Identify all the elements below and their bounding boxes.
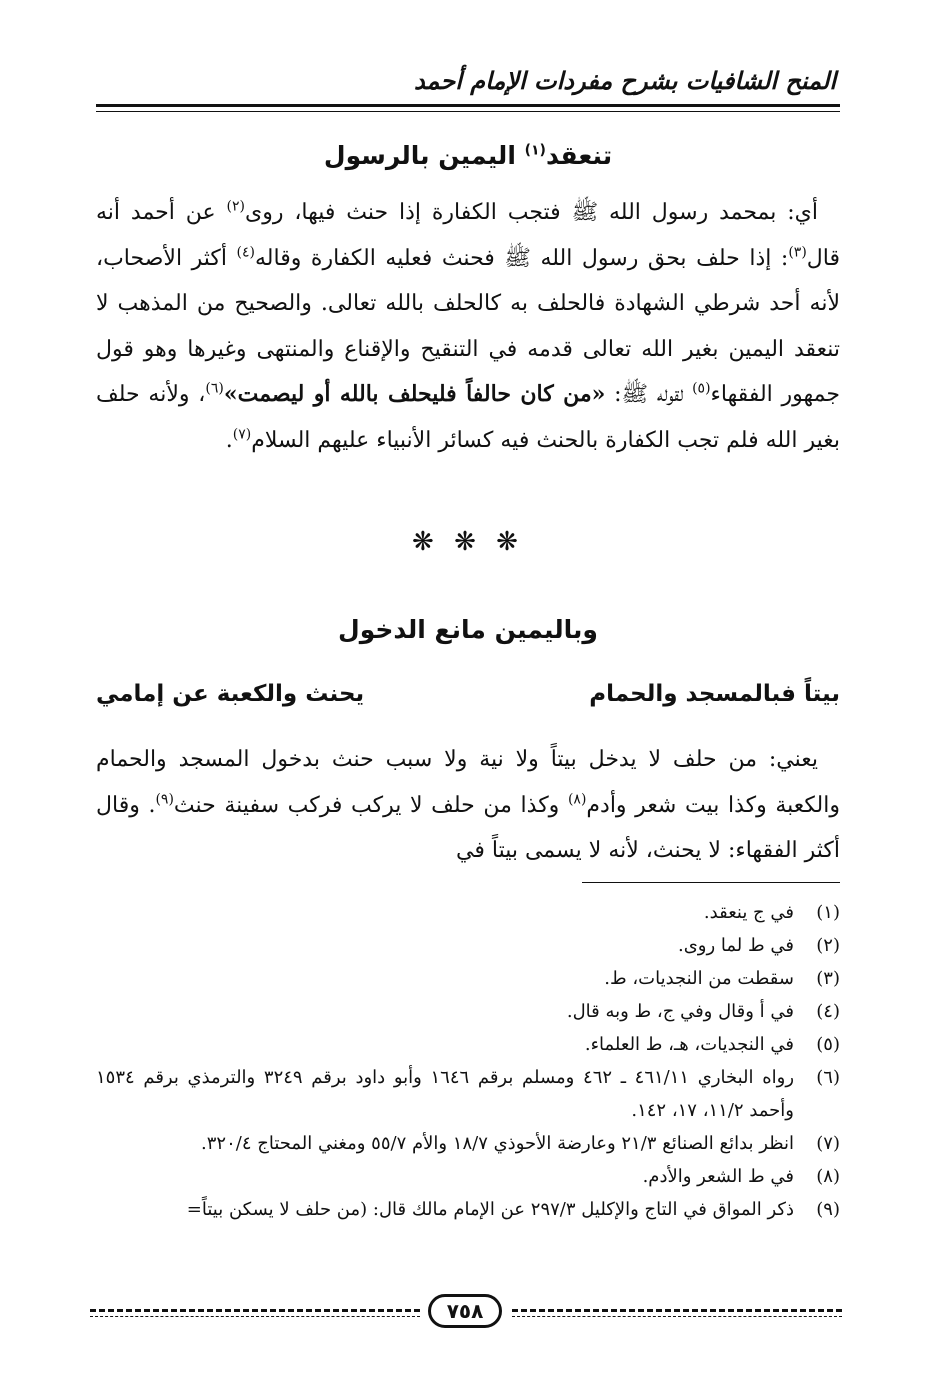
footnote-number: (٤) [816, 1001, 840, 1022]
paragraph-entering-house [96, 737, 840, 874]
footnote-text: سقطت من النجديات، ط. [604, 968, 794, 989]
footnote-separator [582, 882, 840, 883]
footnote-text: رواه البخاري ٤٦١/١١ ـ ٤٦٢ ومسلم برقم ١٦٤٦ وأبو داود برقم ٣٢٤٩ والترمذي برقم ١٥٣٤ وأحمد ١١/٢، ١٧، ١٤٢. [96, 1067, 795, 1121]
verse-first-hemistich: بيتاً فبالمسجد والحمام [589, 681, 840, 707]
footnote-number: (٦) [816, 1067, 840, 1088]
footnote-text: في النجديات، هـ، ط العلماء. [584, 1034, 794, 1055]
footnote-number: (٣) [816, 968, 840, 989]
footnote [96, 1028, 840, 1061]
section-separator: ❋ ❋ ❋ [412, 527, 524, 557]
footnote-ref: (٦) [205, 381, 224, 398]
footnote [96, 1061, 840, 1127]
footnote-text: انظر بدائع الصنائع ٢١/٣ وعارضة الأحوذي ١٨/٧ والأم ٥٥/٧ ومغني المحتاج ٣٢٠/٤. [201, 1133, 794, 1154]
footnote [96, 1193, 840, 1226]
footnote-text: في ج ينعقد. [703, 902, 794, 923]
footnote [96, 995, 840, 1028]
footnote-ref: (٩) [155, 791, 174, 808]
footnote [96, 896, 840, 929]
footnote-number: (٥) [816, 1034, 840, 1055]
page-number: ٧٥٨ [428, 1294, 502, 1328]
footnote-text: في ط لما روى. [678, 935, 794, 956]
footnote [96, 1127, 840, 1160]
footnote-number: (٨) [816, 1166, 840, 1187]
footnote [96, 929, 840, 962]
paragraph-text: يعني: من حلف لا يدخل بيتاً ولا نية ولا سبب حنث بدخول المسجد والحمام والكعبة وكذا بيت شعر وأدم [96, 747, 840, 818]
section-title-oath-by-prophet [96, 138, 840, 174]
header-rule [96, 104, 840, 107]
title-text: تنعقد [545, 141, 613, 170]
paragraph-text: ، ولأنه حلف بغير الله فلم تجب الكفارة بالحنث فيه كسائر الأنبياء عليهم السلام [96, 382, 840, 453]
running-head: المنح الشافيات بشرح مفردات الإمام أحمد [413, 66, 836, 95]
paragraph-text: أكثر الأصحاب، لأنه أحد شرطي الشهادة فالحلف به كالحلف بالله تعالى. والصحيح من المذهب لا تنعقد اليمين بغير الله تعالى قدمه في التنقيح والإقناع والمنتهى وغيرها وهو قول جمهور الفقهاء [96, 245, 840, 408]
hadith-quote: «من كان حالفاً فليحلف بالله أو ليصمت» [223, 381, 606, 408]
footnote-text: في ط الشعر والأدم. [642, 1166, 794, 1187]
verse-line [96, 674, 840, 714]
section-title-entering-house: وباليمين مانع الدخول [338, 615, 598, 644]
paragraph-text: عن أحمد أنه قال [96, 200, 841, 271]
paragraph-text: . [225, 427, 233, 453]
verse-second-hemistich: يحنث والكعبة عن إمامي [96, 681, 365, 707]
paragraph-text: . وقال أكثر الفقهاء: لا يحنث، لأنه لا يسمى بيتاً في [96, 792, 840, 864]
paragraph-text: أي: بمحمد رسول الله ﷺ فتجب الكفارة إذا حنث فيها، روى [244, 200, 818, 225]
footnote-ref: (٤) [236, 244, 256, 261]
footnote-number: (٩) [816, 1199, 840, 1220]
footnote-text: ذكر المواق في التاج والإكليل ٢٩٧/٣ عن الإمام مالك قال: (من حلف لا يسكن بيتاً= [186, 1199, 794, 1220]
paragraph-text: لقوله ﷺ: [605, 382, 693, 408]
footnote-ref: (١) [524, 142, 546, 159]
paragraph-oath-by-prophet [96, 190, 840, 464]
footnote-ref: (٣) [788, 244, 807, 261]
footnote-ref: (٥) [692, 381, 711, 398]
footnote-ref: (٢) [226, 198, 245, 215]
footer-dashed-rule [90, 1309, 420, 1312]
footnote [96, 962, 840, 995]
paragraph-text: وكذا من حلف لا يركب فركب سفينة حنث [173, 792, 568, 818]
footer-dashed-rule-thin [512, 1316, 842, 1317]
page-footer [90, 1292, 842, 1332]
footnotes [96, 896, 840, 1226]
footnote [96, 1160, 840, 1193]
footnote-number: (١) [816, 902, 840, 923]
footnote-text: في أ وقال وفي ج، ط وبه قال. [566, 1001, 794, 1022]
paragraph-text: : إذا حلف بحق رسول الله ﷺ فحنث فعليه الكفارة وقاله [255, 245, 789, 271]
footnote-ref: (٧) [232, 426, 252, 443]
footer-dashed-rule [512, 1309, 842, 1312]
footnote-number: (٧) [816, 1133, 840, 1154]
footer-dashed-rule-thin [90, 1316, 420, 1317]
footnote-number: (٢) [816, 935, 840, 956]
header-rule-thin [96, 111, 840, 112]
footnote-ref: (٨) [567, 791, 587, 808]
title-text-rest: اليمين بالرسول [323, 141, 525, 170]
